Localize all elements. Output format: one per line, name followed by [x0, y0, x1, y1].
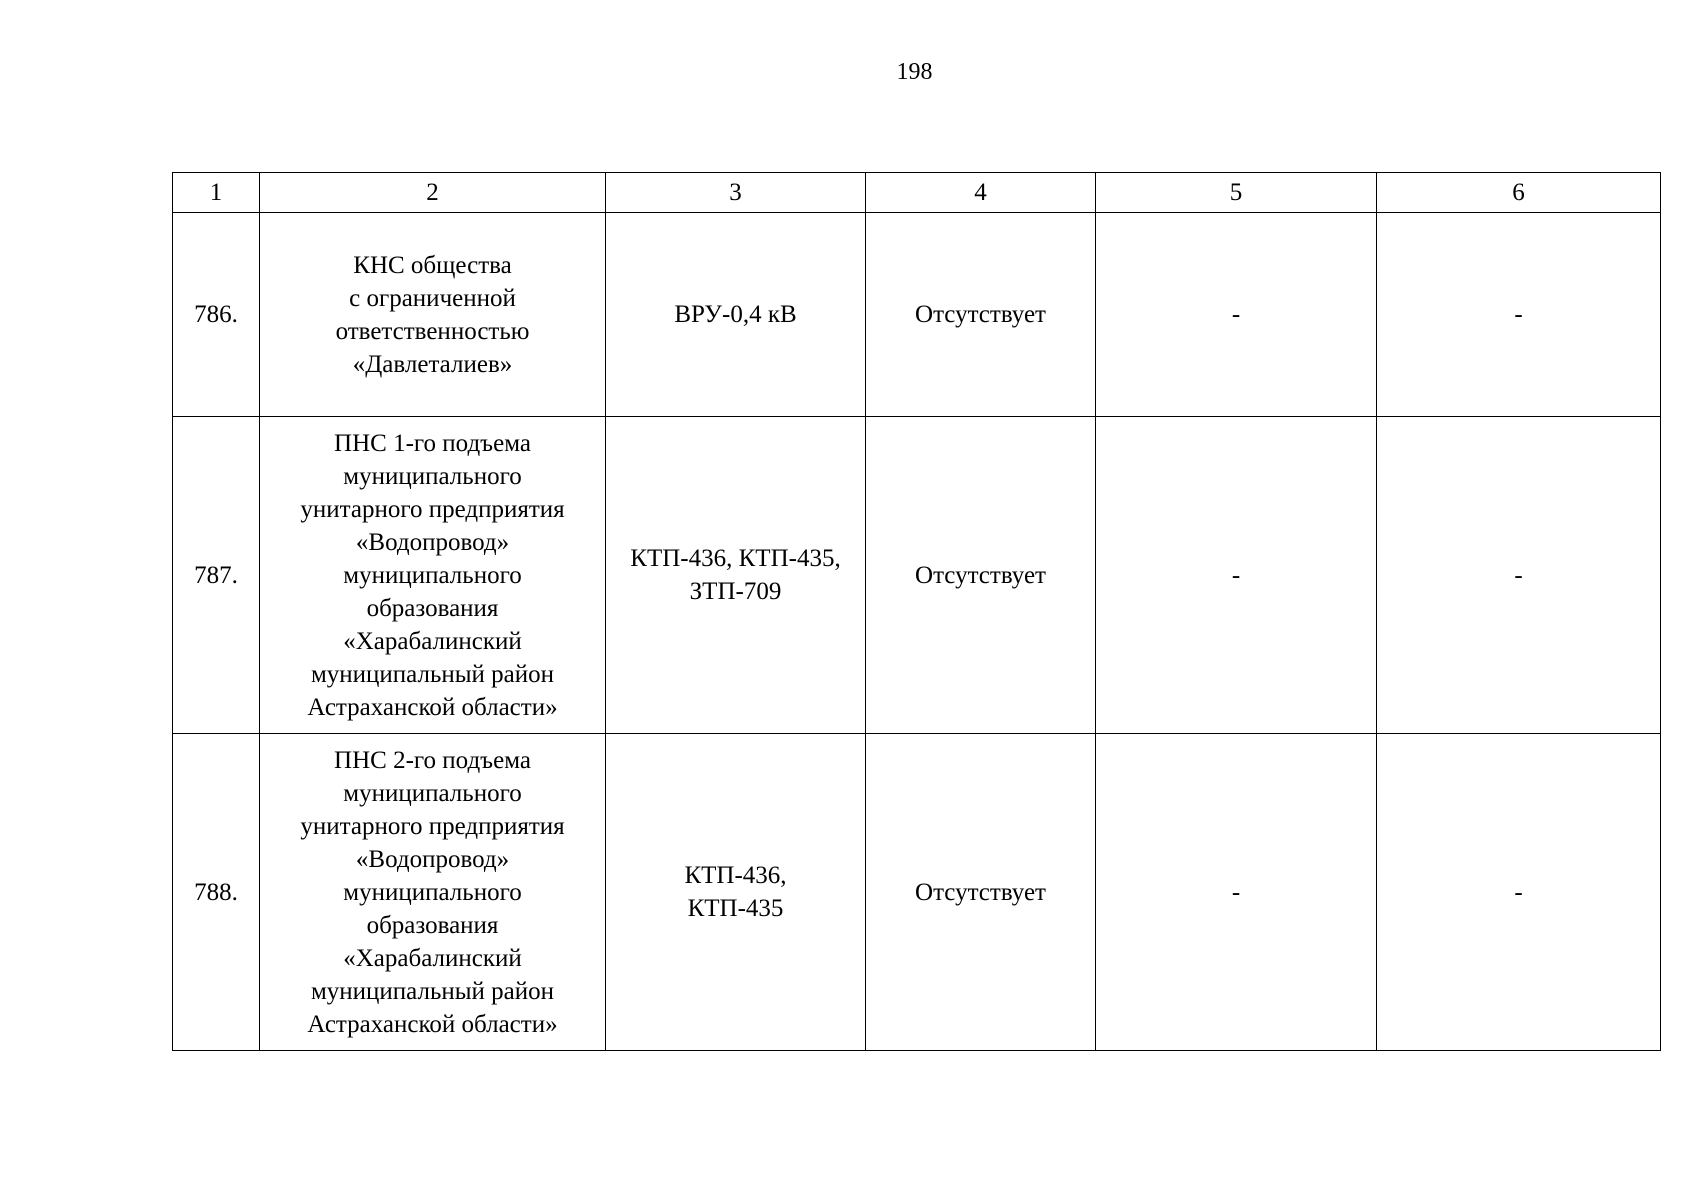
column-6-cell: -: [1377, 734, 1661, 1051]
column-header-3: 3: [606, 173, 866, 213]
facility-name-line: «Харабалинский: [343, 627, 522, 655]
column-header-2: 2: [260, 173, 606, 213]
column-5-cell: -: [1096, 734, 1377, 1051]
table-header-row: [173, 173, 1661, 213]
power-source-line: ЗТП-709: [689, 578, 782, 605]
column-6-cell: -: [1377, 213, 1661, 417]
facility-name-line: унитарного предприятия: [300, 495, 565, 523]
column-header-1: 1: [173, 173, 260, 213]
status-cell: Отсутствует: [866, 734, 1096, 1051]
facility-name-line: муниципальный район: [310, 660, 555, 688]
facility-name-line: муниципального: [343, 878, 522, 906]
facility-name-line: муниципального: [343, 462, 522, 490]
facility-name-line: Астраханской области»: [307, 693, 558, 721]
power-source-line: ВРУ-0,4 кВ: [674, 301, 797, 328]
column-5-cell: -: [1096, 417, 1377, 734]
row-number: 786.: [173, 213, 260, 417]
column-5-cell: -: [1096, 213, 1377, 417]
facility-name-line: с ограниченной: [349, 284, 516, 312]
power-source-cell: [606, 213, 866, 417]
facility-name-line: ПНС 1-го подъема: [334, 429, 531, 457]
facility-name-line: унитарного предприятия: [300, 812, 565, 840]
page-number: 198: [896, 59, 933, 85]
facility-name-line: «Давлеталиев»: [352, 350, 513, 378]
facility-name-line: образования: [366, 911, 499, 939]
facility-name-line: Астраханской области»: [307, 1010, 558, 1038]
table-row: [173, 417, 1661, 734]
facility-name-cell: [260, 417, 606, 734]
status-cell: Отсутствует: [866, 213, 1096, 417]
row-number: 787.: [173, 417, 260, 734]
facility-name-line: ПНС 2-го подъема: [334, 746, 531, 774]
power-source-line: КТП-436, КТП-435,: [630, 545, 841, 572]
power-source-cell: [606, 417, 866, 734]
facility-name-cell: [260, 213, 606, 417]
facility-name-line: «Водопровод»: [355, 845, 510, 873]
power-source-line: КТП-436,: [684, 862, 787, 889]
column-6-cell: -: [1377, 417, 1661, 734]
facility-name-cell: [260, 734, 606, 1051]
column-header-6: 6: [1377, 173, 1661, 213]
status-cell: Отсутствует: [866, 417, 1096, 734]
column-header-5: 5: [1096, 173, 1377, 213]
facility-name-line: ответственностью: [335, 317, 530, 345]
facility-name-line: муниципального: [343, 779, 522, 807]
table-row: [173, 734, 1661, 1051]
power-source-cell: [606, 734, 866, 1051]
facility-name-line: муниципального: [343, 561, 522, 589]
facility-name-line: образования: [366, 594, 499, 622]
facility-name-line: муниципальный район: [310, 977, 555, 1005]
column-header-4: 4: [866, 173, 1096, 213]
facility-name-line: «Харабалинский: [343, 944, 522, 972]
facility-name-line: КНС общества: [353, 251, 512, 279]
facility-name-line: «Водопровод»: [355, 528, 510, 556]
power-source-line: КТП-435: [687, 895, 784, 922]
table-row: [173, 213, 1661, 417]
data-table: [172, 172, 1661, 1051]
row-number: 788.: [173, 734, 260, 1051]
